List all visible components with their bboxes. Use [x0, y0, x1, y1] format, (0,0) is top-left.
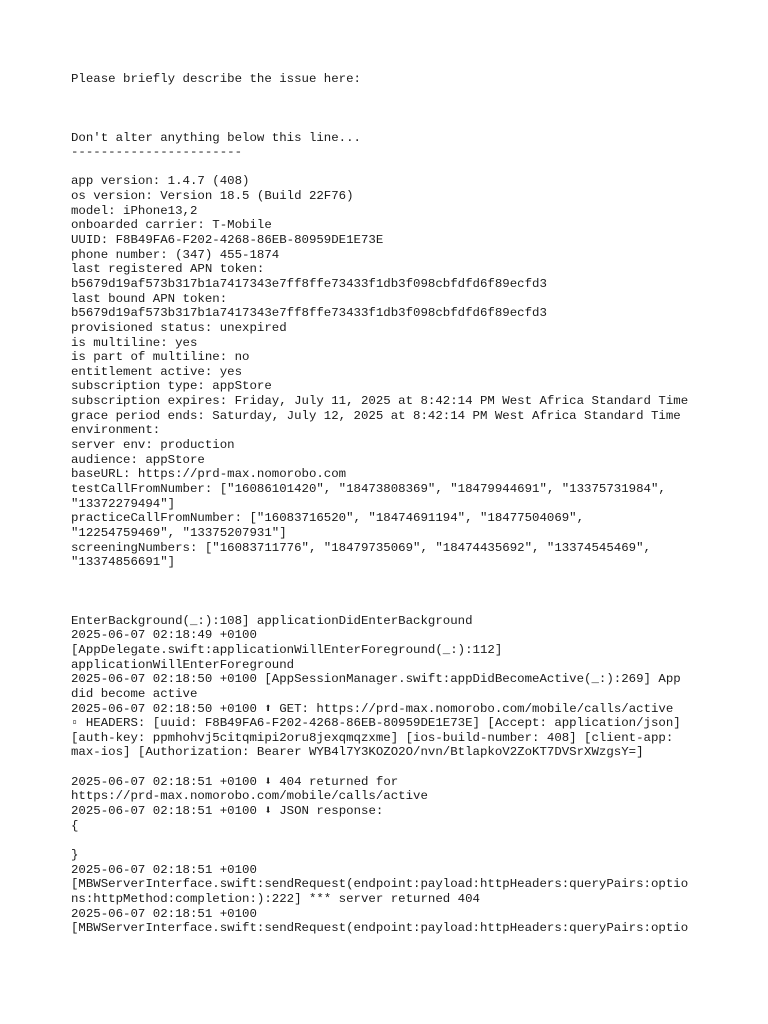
text-line: last bound APN token: — [71, 291, 228, 306]
text-line: https://prd-max.nomorobo.com/mobile/calls/active — [71, 789, 428, 804]
text-line: practiceCallFromNumber: ["16083716520", "18474691194", "18477504069", — [71, 511, 585, 526]
text-line: b5679d19af573b317b1a7417343e7ff8ffe73433f1db3f098cbfdfd6f89ecfd3 — [71, 306, 547, 321]
text-line: last registered APN token: — [71, 262, 265, 277]
text-line — [71, 760, 721, 775]
text-line: b5679d19af573b317b1a7417343e7ff8ffe73433f1db3f098cbfdfd6f89ecfd3 — [71, 276, 547, 291]
text-line — [71, 599, 721, 614]
text-line — [71, 584, 721, 599]
text-line: 2025-06-07 02:18:51 +0100 ⬇ 404 returned for — [71, 774, 399, 789]
text-line: grace period ends: Saturday, July 12, 2025 at 8:42:14 PM West Africa Standard Time — [71, 408, 681, 423]
text-line: Please briefly describe the issue here: — [71, 72, 361, 86]
text-line: testCallFromNumber: ["16086101420", "18473808369", "18479944691", "13375731984", — [71, 481, 666, 496]
text-line: 2025-06-07 02:18:50 +0100 ⬆ GET: https://prd-max.nomorobo.com/mobile/calls/active — [71, 701, 674, 716]
text-line: ▫ HEADERS: [uuid: F8B49FA6-F202-4268-86EB-80959DE1E73E] [Accept: application/json] — [71, 716, 681, 731]
text-line: ----------------------- — [71, 145, 243, 160]
text-line: entitlement active: yes — [71, 364, 243, 379]
text-line — [71, 87, 721, 102]
text-line: server env: production — [71, 438, 235, 453]
text-line: applicationWillEnterForeground — [71, 657, 295, 672]
text-line: screeningNumbers: ["16083711776", "18479735069", "18474435692", "13374545469", — [71, 540, 651, 555]
text-line: subscription type: appStore — [71, 379, 272, 394]
text-line: 2025-06-07 02:18:49 +0100 — [71, 628, 257, 643]
text-line: is multiline: yes — [71, 335, 198, 350]
text-line — [71, 116, 721, 131]
text-line: Don't alter anything below this line... — [71, 130, 361, 145]
text-line: { — [71, 818, 79, 833]
text-line: onboarded carrier: T-Mobile — [71, 218, 272, 233]
text-line: baseURL: https://prd-max.nomorobo.com — [71, 467, 347, 482]
text-line: max-ios] [Authorization: Bearer WYB4l7Y3KOZO2O/nvn/BtlapkoV2ZoKT7DVSrXWzgsY=] — [71, 745, 644, 760]
text-line: [MBWServerInterface.swift:sendRequest(endpoint:payload:httpHeaders:queryPairs:optio — [71, 921, 689, 936]
text-line: 2025-06-07 02:18:51 +0100 ⬇ JSON response: — [71, 804, 384, 819]
text-line: is part of multiline: no — [71, 350, 250, 365]
text-line: phone number: (347) 455-1874 — [71, 247, 280, 262]
text-line: } — [71, 847, 79, 862]
text-line: "13374856691"] — [71, 555, 176, 570]
text-line: [AppDelegate.swift:applicationWillEnterForeground(_:):112] — [71, 642, 503, 657]
text-line — [71, 570, 721, 585]
text-line: provisioned status: unexpired — [71, 320, 287, 335]
text-line: 2025-06-07 02:18:51 +0100 — [71, 906, 257, 921]
text-line: EnterBackground(_:):108] applicationDidEnterBackground — [71, 613, 473, 628]
text-line: subscription expires: Friday, July 11, 2025 at 8:42:14 PM West Africa Standard Time — [71, 394, 689, 409]
text-line — [71, 101, 721, 116]
text-line: [MBWServerInterface.swift:sendRequest(endpoint:payload:httpHeaders:queryPairs:optio — [71, 877, 689, 892]
text-line: "13372279494"] — [71, 496, 176, 511]
text-line: [auth-key: ppmhohvj5citqmipi2oru8jexqmqzxme] [ios-build-number: 408] [client-app: — [71, 730, 674, 745]
text-line: app version: 1.4.7 (408) — [71, 174, 250, 189]
text-line: "12254759469", "13375207931"] — [71, 525, 287, 540]
text-line: environment: — [71, 423, 161, 438]
text-line: 2025-06-07 02:18:51 +0100 — [71, 862, 257, 877]
text-line — [71, 833, 721, 848]
text-line: ns:httpMethod:completion:):222] *** server returned 404 — [71, 891, 480, 906]
email-body-text[interactable] — [71, 72, 721, 936]
text-line: audience: appStore — [71, 452, 205, 467]
text-line: did become active — [71, 686, 198, 701]
text-line: os version: Version 18.5 (Build 22F76) — [71, 189, 354, 204]
text-line — [71, 160, 721, 175]
text-line: model: iPhone13,2 — [71, 203, 198, 218]
text-line: 2025-06-07 02:18:50 +0100 [AppSessionManager.swift:appDidBecomeActive(_:):269] App — [71, 672, 681, 687]
text-line: UUID: F8B49FA6-F202-4268-86EB-80959DE1E73E — [71, 233, 384, 248]
